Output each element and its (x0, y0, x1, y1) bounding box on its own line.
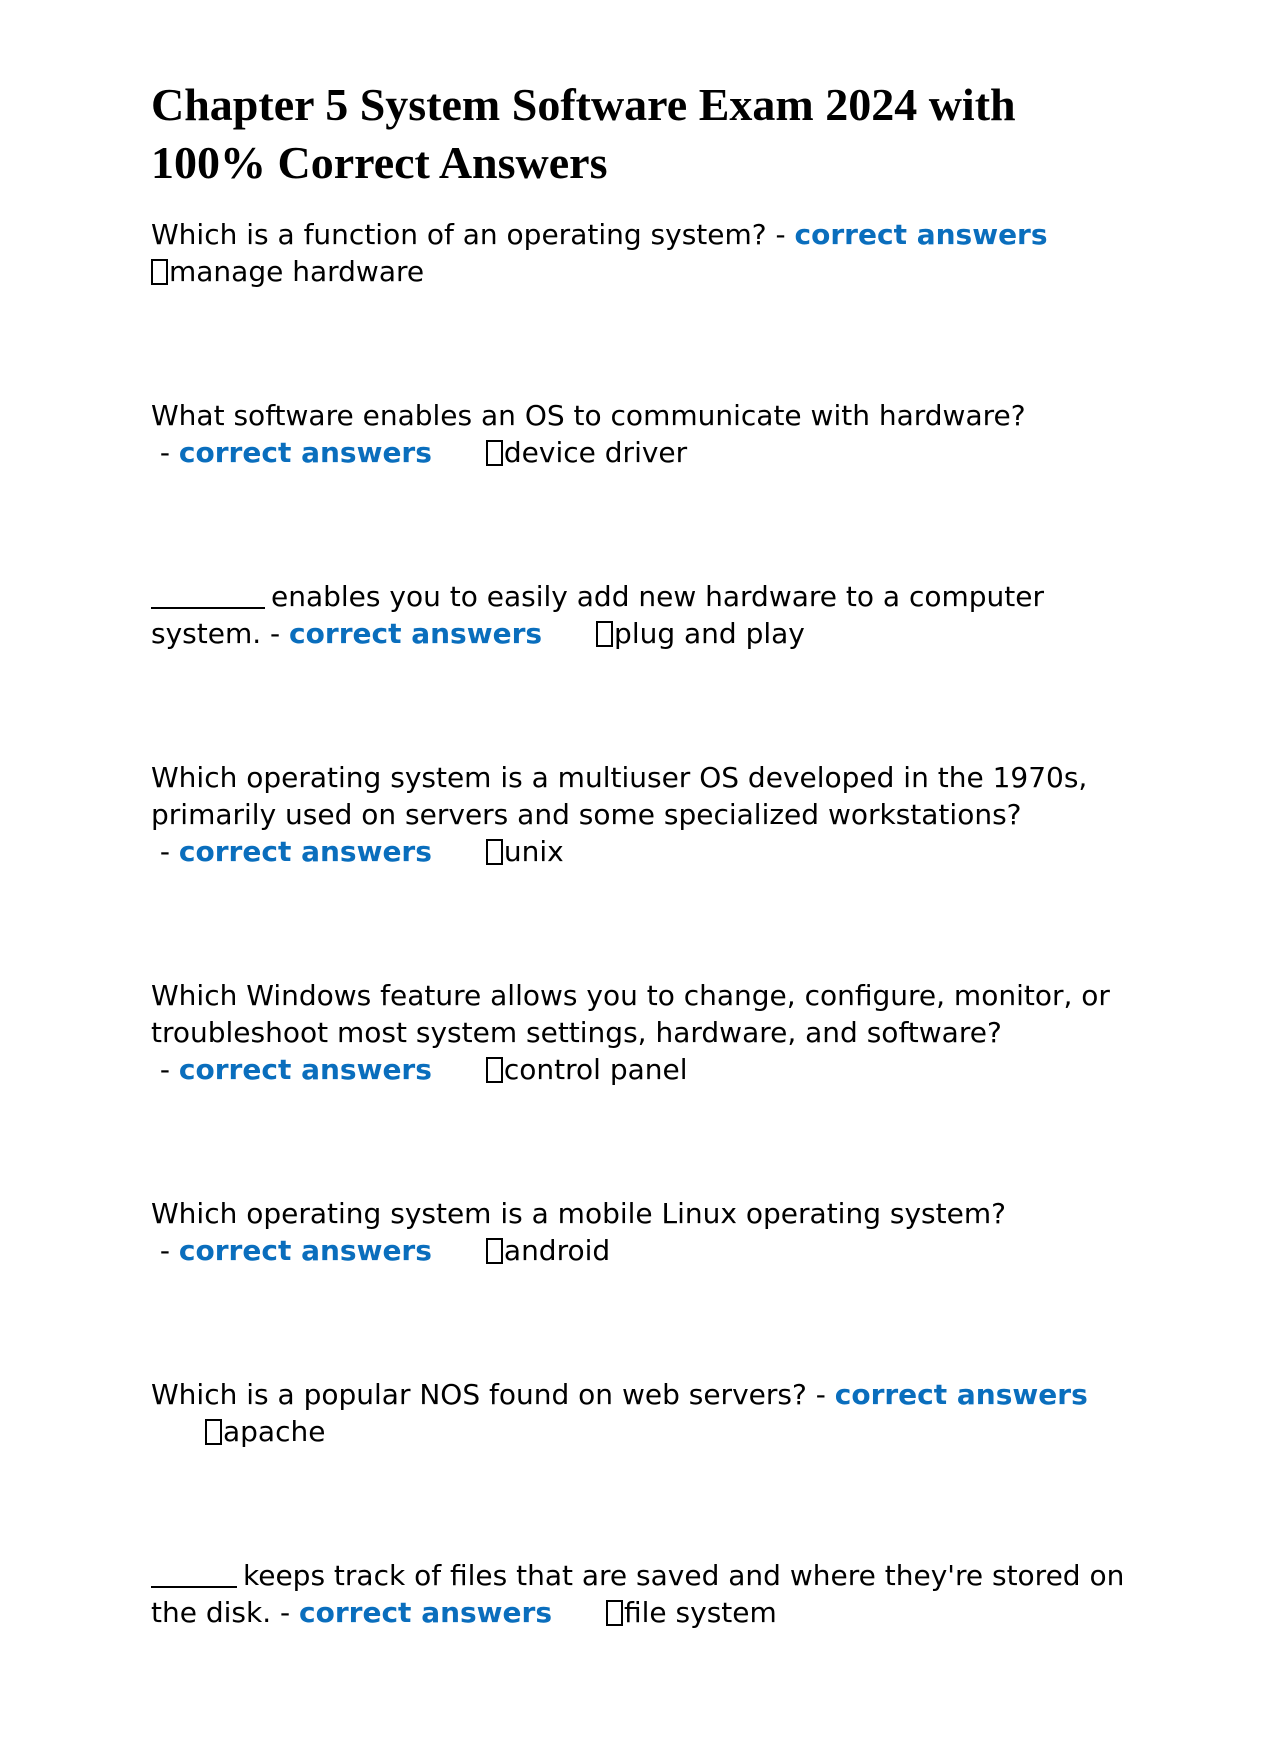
separator: - (261, 617, 290, 650)
page-title: Chapter 5 System Software Exam 2024 with 100% Correct Answers (151, 79, 1016, 188)
fill-in-blank (151, 581, 265, 609)
question-text: Which is a popular NOS found on web servers? (151, 1378, 807, 1411)
missing-glyph-icon (151, 259, 168, 285)
answer-text: unix (503, 835, 564, 868)
question-text: keeps track of files that are saved and where they're stored on the disk. (151, 1559, 1125, 1629)
separator: - (806, 1378, 835, 1411)
separator: - (271, 1596, 300, 1629)
separator: - (151, 1234, 179, 1267)
question-text: Which is a function of an operating system? (151, 218, 767, 251)
answer-text: file system (624, 1596, 777, 1629)
question-text: What software enables an OS to communicate with hardware? (151, 399, 1026, 432)
missing-glyph-icon (596, 621, 613, 647)
answer-text: android (503, 1234, 611, 1267)
qa-item-4 (151, 759, 1131, 870)
qa-item-8 (151, 1557, 1131, 1631)
question-text: enables you to easily add new hardware to a computer system. (151, 580, 1045, 650)
separator: - (151, 835, 179, 868)
missing-glyph-icon (486, 440, 503, 466)
fill-in-blank (151, 1560, 237, 1588)
answer-label: correct answers (289, 617, 543, 650)
answer-text: control panel (503, 1053, 688, 1086)
qa-item-6 (151, 1195, 1131, 1269)
answer-label: correct answers (178, 835, 432, 868)
qa-item-7 (151, 1376, 1131, 1450)
missing-glyph-icon (486, 1238, 503, 1264)
missing-glyph-icon (606, 1600, 623, 1626)
answer-text: device driver (503, 436, 688, 469)
separator: - (151, 436, 179, 469)
answer-label: correct answers (178, 1053, 432, 1086)
answer-label: correct answers (178, 436, 432, 469)
answer-label: correct answers (794, 218, 1048, 251)
qa-item-3 (151, 578, 1131, 652)
missing-glyph-icon (486, 839, 503, 865)
answer-text: apache (223, 1415, 326, 1448)
separator: - (151, 1053, 179, 1086)
answer-text: plug and play (614, 617, 805, 650)
qa-item-2 (151, 397, 1131, 471)
document-page (151, 76, 1131, 1738)
separator: - (766, 218, 795, 251)
missing-glyph-icon (486, 1057, 503, 1083)
question-text: Which operating system is a multiuser OS developed in the 1970s, primarily used on servers and some specialized workstations? (151, 761, 1088, 831)
answer-label: correct answers (299, 1596, 553, 1629)
qa-item-5 (151, 977, 1131, 1088)
question-text: Which Windows feature allows you to change, configure, monitor, or troubleshoot most system settings, hardware, and software? (151, 979, 1110, 1049)
missing-glyph-icon (205, 1419, 222, 1445)
answer-label: correct answers (178, 1234, 432, 1267)
answer-label: correct answers (834, 1378, 1088, 1411)
answer-text: manage hardware (169, 255, 425, 288)
question-text: Which operating system is a mobile Linux operating system? (151, 1197, 1006, 1230)
qa-item-1 (151, 216, 1131, 290)
